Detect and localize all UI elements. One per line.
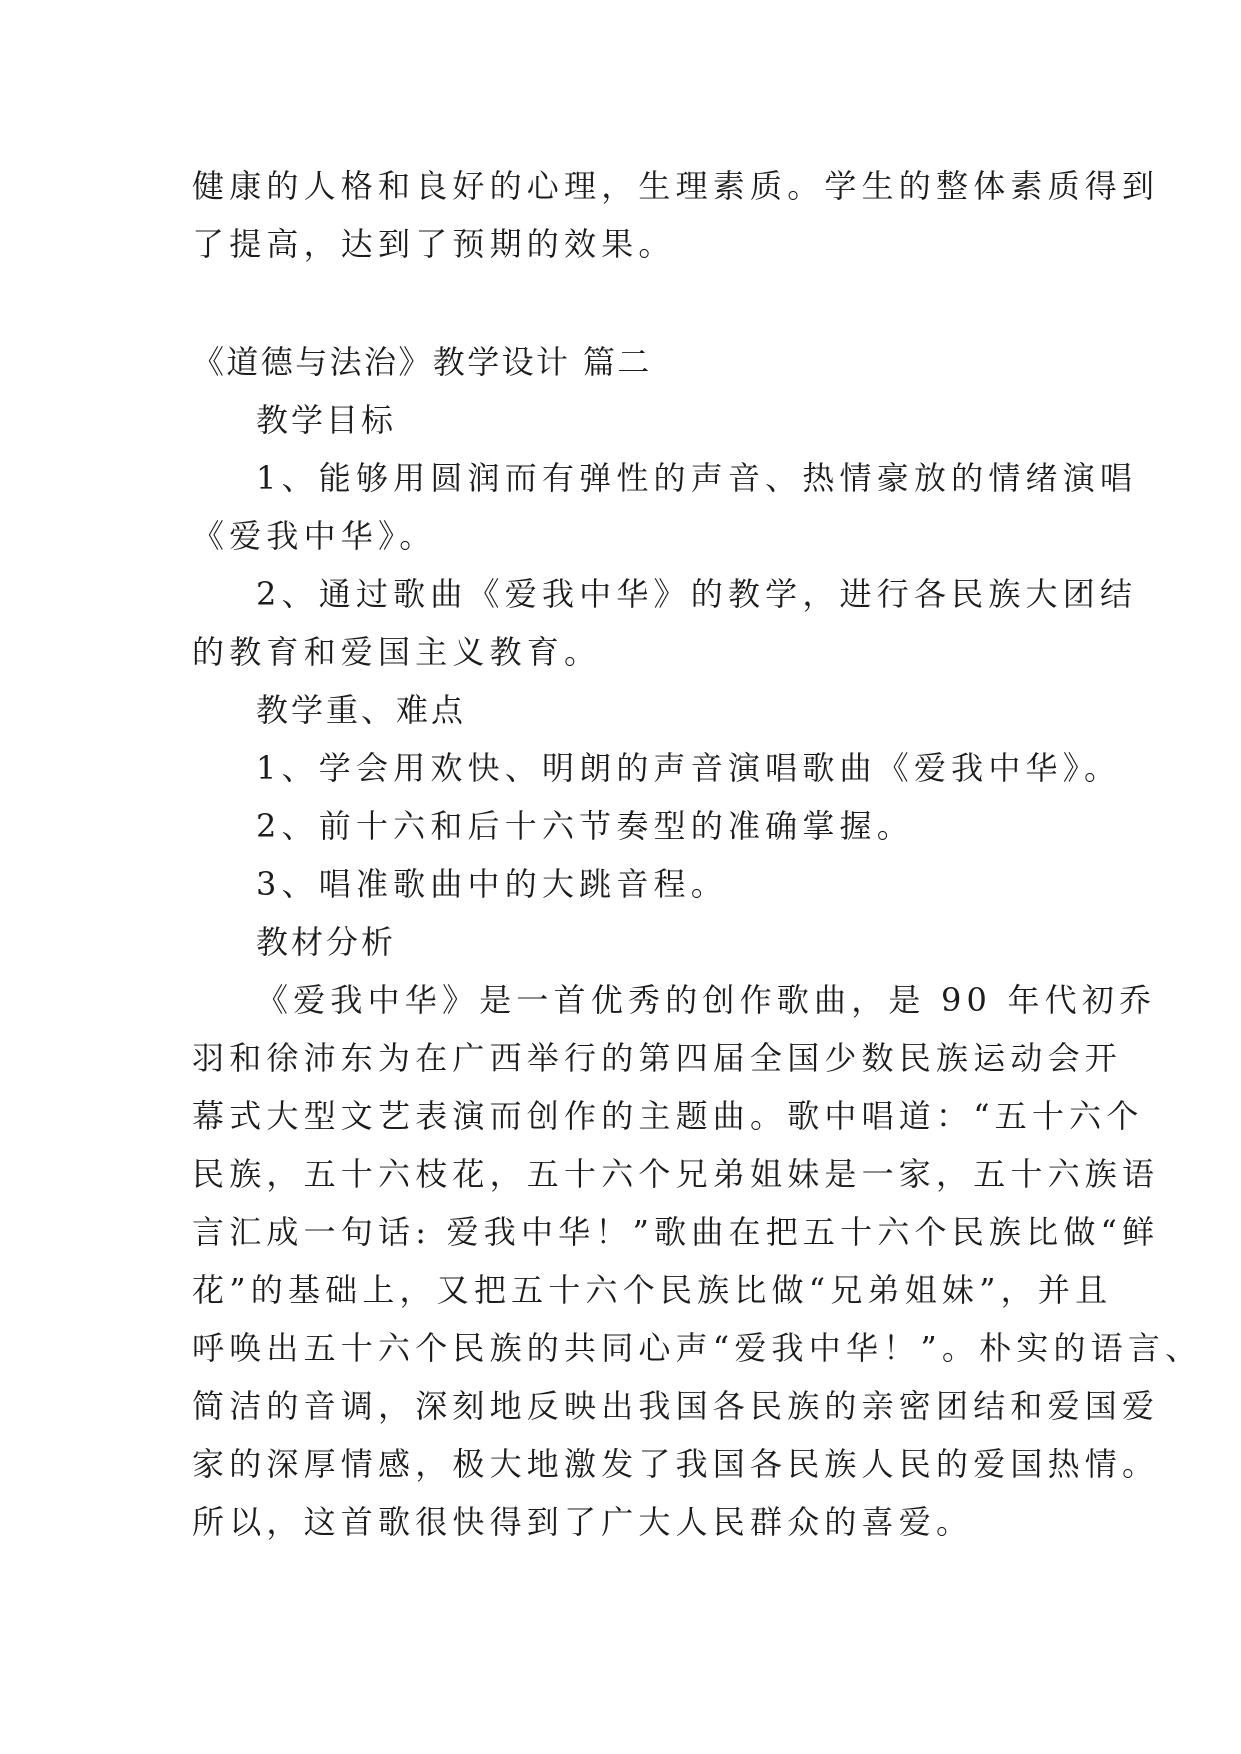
paragraph-line: 幕式大型文艺表演而创作的主题曲。歌中唱道：“五十六个 bbox=[192, 1097, 1144, 1135]
paragraph-line: 健康的人格和良好的心理，生理素质。学生的整体素质得到 bbox=[192, 167, 1160, 205]
paragraph-line: 2、通过歌曲《爱我中华》的教学，进行各民族大团结 bbox=[256, 575, 1138, 613]
paragraph-line: 民族，五十六枝花，五十六个兄弟姐妹是一家，五十六族语 bbox=[192, 1155, 1160, 1193]
paragraph-line: 家的深厚情感，极大地激发了我国各民族人民的爱国热情。 bbox=[192, 1445, 1160, 1483]
paragraph-line: 1、能够用圆润而有弹性的声音、热情豪放的情绪演唱 bbox=[256, 459, 1138, 497]
paragraph-line: 呼唤出五十六个民族的共同心声“爱我中华！”。朴实的语言、 bbox=[192, 1329, 1203, 1367]
paragraph-line: 所以，这首歌很快得到了广大人民群众的喜爱。 bbox=[192, 1503, 974, 1541]
paragraph-line: 《爱我中华》。 bbox=[192, 517, 437, 555]
paragraph-line: 简洁的音调，深刻地反映出我国各民族的亲密团结和爱国爱 bbox=[192, 1387, 1160, 1425]
paragraph-line: 了提高，达到了预期的效果。 bbox=[192, 225, 676, 263]
paragraph-line: 3、唱准歌曲中的大跳音程。 bbox=[256, 865, 728, 903]
paragraph-line: 花”的基础上，又把五十六个民族比做“兄弟姐妹”，并且 bbox=[192, 1271, 1113, 1309]
paragraph-line: 2、前十六和后十六节奏型的准确掌握。 bbox=[256, 807, 914, 845]
section-heading-material-analysis: 教材分析 bbox=[256, 923, 397, 961]
section-heading-key-points: 教学重、难点 bbox=[256, 691, 467, 729]
section-heading-teaching-goals: 教学目标 bbox=[256, 401, 397, 439]
paragraph-line: 的教育和爱国主义教育。 bbox=[192, 633, 602, 671]
article-title: 《道德与法治》教学设计 篇二 bbox=[192, 343, 652, 381]
paragraph-line: 羽和徐沛东为在广西举行的第四届全国少数民族运动会开 bbox=[192, 1039, 1123, 1077]
paragraph-line: 1、学会用欢快、明朗的声音演唱歌曲《爱我中华》。 bbox=[256, 749, 1122, 787]
paragraph-line: 言汇成一句话: 爱我中华！”歌曲在把五十六个民族比做“鲜 bbox=[192, 1213, 1160, 1251]
paragraph-line: 《爱我中华》是一首优秀的创作歌曲，是 90 年代初乔 bbox=[256, 981, 1157, 1019]
